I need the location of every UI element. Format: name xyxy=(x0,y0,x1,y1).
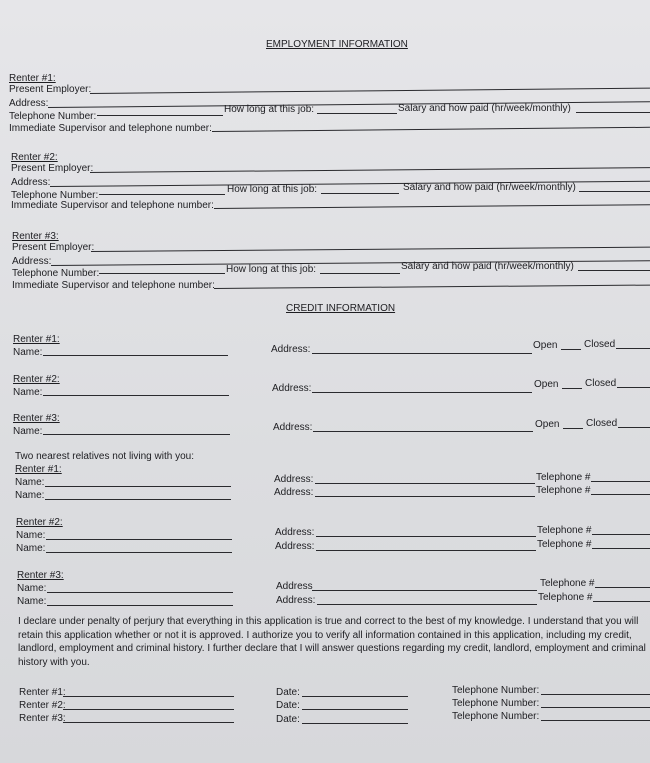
relatives-3-name-1-field[interactable] xyxy=(47,592,233,593)
employment-1-telephone-field[interactable] xyxy=(97,115,223,116)
credit-2-address-field[interactable] xyxy=(312,392,532,393)
relatives-1-telephone-1-label: Telephone # xyxy=(536,472,591,483)
credit-1-address-label: Address: xyxy=(271,344,311,355)
signature-telephone-3-field[interactable] xyxy=(541,720,650,721)
credit-3-closed-field[interactable] xyxy=(618,427,650,428)
relatives-3-name-2-label: Name: xyxy=(17,596,47,607)
signature-renter-3-field[interactable] xyxy=(63,722,234,723)
relatives-1-telephone-1-field[interactable] xyxy=(591,481,650,482)
credit-3-closed-label: Closed xyxy=(586,418,618,429)
relatives-1-address-1-label: Address: xyxy=(274,474,314,485)
employment-1-employer-field[interactable] xyxy=(90,88,650,94)
signature-telephone-1-label: Telephone Number: xyxy=(452,685,540,696)
employment-3-telephone-field[interactable] xyxy=(99,273,225,274)
employment-2-employer-label: Present Employer: xyxy=(11,163,94,174)
credit-3-address-field[interactable] xyxy=(313,431,533,432)
credit-2-open-label: Open xyxy=(534,379,559,390)
credit-3-open-field[interactable] xyxy=(563,428,583,429)
employment-3-how-long-label: How long at this job: xyxy=(226,264,317,275)
credit-1-closed-field[interactable] xyxy=(616,348,650,349)
signature-renter-2-field[interactable] xyxy=(63,709,234,710)
relatives-2-name-2-label: Name: xyxy=(16,543,46,554)
credit-renter-2-label: Renter #2: xyxy=(13,374,60,385)
credit-2-closed-field[interactable] xyxy=(617,387,650,388)
credit-heading: CREDIT INFORMATION xyxy=(286,303,396,314)
relatives-renter-2-label: Renter #2: xyxy=(16,517,63,528)
employment-3-supervisor-field[interactable] xyxy=(214,285,650,289)
employment-2-supervisor-label: Immediate Supervisor and telephone number: xyxy=(11,200,214,211)
relatives-2-telephone-1-field[interactable] xyxy=(592,534,650,535)
credit-3-open-label: Open xyxy=(535,419,560,430)
relatives-3-address-2-field[interactable] xyxy=(317,604,537,605)
relatives-3-telephone-2-label: Telephone # xyxy=(538,592,593,603)
employment-2-salary-label: Salary and how paid (hr/week/monthly) xyxy=(403,182,576,193)
credit-2-closed-label: Closed xyxy=(585,378,617,389)
employment-3-salary-field[interactable] xyxy=(578,270,650,271)
employment-3-how-long-field[interactable] xyxy=(320,273,400,274)
employment-1-supervisor-label: Immediate Supervisor and telephone number: xyxy=(9,123,212,134)
credit-3-name-label: Name: xyxy=(13,426,43,437)
employment-heading: EMPLOYMENT INFORMATION xyxy=(266,39,408,50)
credit-3-name-field[interactable] xyxy=(43,434,230,435)
signature-telephone-3-label: Telephone Number: xyxy=(452,711,540,722)
relatives-1-name-1-label: Name: xyxy=(15,477,45,488)
employment-2-supervisor-field[interactable] xyxy=(214,204,650,209)
employment-2-telephone-field[interactable] xyxy=(99,194,225,195)
relatives-2-telephone-2-label: Telephone # xyxy=(537,539,592,550)
relatives-3-name-1-label: Name: xyxy=(17,583,47,594)
relatives-1-telephone-2-field[interactable] xyxy=(591,494,650,495)
signature-date-1-field[interactable] xyxy=(302,696,408,697)
credit-1-open-label: Open xyxy=(533,340,558,351)
employment-2-employer-field[interactable] xyxy=(90,167,650,173)
employment-1-employer-label: Present Employer: xyxy=(9,84,92,95)
relatives-1-address-2-field[interactable] xyxy=(315,496,535,497)
relatives-1-telephone-2-label: Telephone # xyxy=(536,485,591,496)
credit-3-address-label: Address: xyxy=(273,422,313,433)
signature-telephone-1-field[interactable] xyxy=(541,694,650,695)
credit-2-open-field[interactable] xyxy=(562,388,582,389)
signature-renter-3-label: Renter #3: xyxy=(19,713,66,724)
relatives-2-name-2-field[interactable] xyxy=(46,552,232,553)
relatives-2-name-1-field[interactable] xyxy=(46,539,232,540)
employment-renter-2-label: Renter #2: xyxy=(11,152,58,163)
employment-1-supervisor-field[interactable] xyxy=(212,127,650,132)
credit-2-name-label: Name: xyxy=(13,387,43,398)
relatives-intro: Two nearest relatives not living with you: xyxy=(15,451,194,462)
signature-date-2-field[interactable] xyxy=(302,709,408,710)
relatives-renter-3-label: Renter #3: xyxy=(17,570,64,581)
relatives-1-name-2-label: Name: xyxy=(15,490,45,501)
employment-2-how-long-field[interactable] xyxy=(321,193,399,194)
credit-1-open-field[interactable] xyxy=(561,349,581,350)
relatives-2-telephone-1-label: Telephone # xyxy=(537,525,592,536)
relatives-1-name-1-field[interactable] xyxy=(45,486,231,487)
signature-date-3-label: Date: xyxy=(276,714,300,725)
employment-3-supervisor-label: Immediate Supervisor and telephone number: xyxy=(12,280,215,291)
credit-1-name-field[interactable] xyxy=(43,355,228,356)
employment-1-salary-label: Salary and how paid (hr/week/monthly) xyxy=(398,103,571,114)
employment-1-telephone-label: Telephone Number: xyxy=(9,111,97,122)
employment-2-salary-field[interactable] xyxy=(579,191,650,192)
employment-2-telephone-label: Telephone Number: xyxy=(11,190,99,201)
relatives-2-address-1-field[interactable] xyxy=(316,536,536,537)
relatives-3-telephone-1-label: Telephone # xyxy=(540,578,595,589)
employment-3-salary-label: Salary and how paid (hr/week/monthly) xyxy=(401,261,574,272)
relatives-3-telephone-1-field[interactable] xyxy=(595,587,650,588)
employment-3-telephone-label: Telephone Number: xyxy=(12,268,100,279)
declaration-paragraph: I declare under penalty of perjury that everything in this application is true and correct to the best of my knowledge. I understand that you will retain this application whether or not it is approved. I authorize you to verify all information contained in this application, including my credit, landlord, employment and criminal history. I further declare that I will answer questions regarding my credit, landlord, employment and criminal history with you. xyxy=(18,616,646,668)
relatives-3-telephone-2-field[interactable] xyxy=(593,601,650,602)
relatives-2-address-2-field[interactable] xyxy=(316,550,536,551)
signature-telephone-2-field[interactable] xyxy=(541,707,650,708)
signature-date-3-field[interactable] xyxy=(302,723,408,724)
employment-3-employer-label: Present Employer: xyxy=(12,242,95,253)
employment-1-salary-field[interactable] xyxy=(576,112,650,113)
credit-1-name-label: Name: xyxy=(13,347,43,358)
signature-telephone-2-label: Telephone Number: xyxy=(452,698,540,709)
credit-2-name-field[interactable] xyxy=(43,395,229,396)
credit-1-address-field[interactable] xyxy=(312,353,532,354)
credit-2-address-label: Address: xyxy=(272,383,312,394)
employment-1-how-long-label: How long at this job: xyxy=(224,104,315,115)
signature-renter-1-field[interactable] xyxy=(63,696,234,697)
relatives-2-address-2-label: Address: xyxy=(275,541,315,552)
employment-3-address-label: Address: xyxy=(12,256,52,267)
signature-date-2-label: Date: xyxy=(276,700,300,711)
employment-2-how-long-label: How long at this job: xyxy=(227,184,318,195)
signature-renter-1-label: Renter #1: xyxy=(19,687,66,698)
employment-2-address-label: Address: xyxy=(11,177,51,188)
relatives-1-name-2-field[interactable] xyxy=(45,499,231,500)
signature-date-1-label: Date: xyxy=(276,687,300,698)
relatives-1-address-2-label: Address: xyxy=(274,487,314,498)
relatives-2-telephone-2-field[interactable] xyxy=(592,548,650,549)
credit-1-closed-label: Closed xyxy=(584,339,616,350)
credit-renter-1-label: Renter #1: xyxy=(13,334,60,345)
employment-renter-1-label: Renter #1: xyxy=(9,73,56,84)
employment-1-how-long-field[interactable] xyxy=(317,113,397,114)
relatives-3-address-1-label: Address xyxy=(276,581,313,592)
relatives-2-name-1-label: Name: xyxy=(16,530,46,541)
relatives-3-address-2-label: Address: xyxy=(276,595,316,606)
relatives-1-address-1-field[interactable] xyxy=(315,483,535,484)
employment-1-address-label: Address: xyxy=(9,98,49,109)
credit-renter-3-label: Renter #3: xyxy=(13,413,60,424)
relatives-renter-1-label: Renter #1: xyxy=(15,464,62,475)
relatives-2-address-1-label: Address: xyxy=(275,527,315,538)
relatives-3-address-1-field[interactable] xyxy=(312,590,537,591)
signature-renter-2-label: Renter #2: xyxy=(19,700,66,711)
employment-3-employer-field[interactable] xyxy=(91,247,650,252)
employment-renter-3-label: Renter #3: xyxy=(12,231,59,242)
relatives-3-name-2-field[interactable] xyxy=(47,605,233,606)
